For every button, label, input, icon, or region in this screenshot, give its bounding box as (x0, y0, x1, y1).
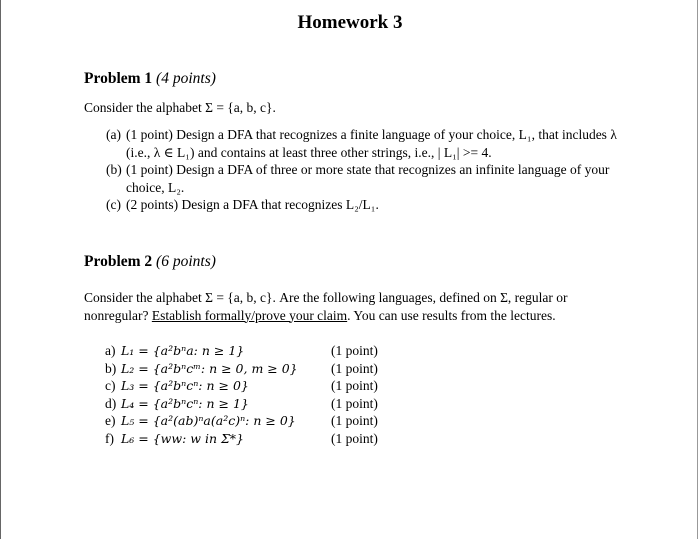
item-points: (1 point) (331, 360, 378, 376)
list-item (105, 342, 411, 360)
item-label: (a) (106, 127, 121, 142)
item-label: a) (105, 343, 116, 358)
problem-2-heading (84, 253, 216, 271)
problem-1-heading (84, 70, 216, 88)
problem-1-title: Problem 1 (84, 70, 153, 87)
language-definition: L₅ = {a²(ab)ⁿa(a²c)ⁿ: n ≥ 0} (121, 413, 296, 428)
language-definition: L₄ = {a²bⁿcⁿ: n ≥ 1} (121, 395, 249, 411)
intro-underlined-text: Establish formally/prove your claim (151, 307, 348, 323)
item-label: b) (105, 360, 117, 376)
problem-1-item-c (106, 196, 636, 214)
problem-1-item-b (106, 161, 636, 196)
language-definition: L₆ = {ww: w in Σ*} (121, 430, 245, 446)
intro-text: Consider the alphabet Σ = {a, b, c}. Are the following languages, defined on Σ, regular or nonregular? (84, 290, 568, 323)
item-text: (1 point) Design a DFA that recognizes a finite language of your choice, L₁, that includes λ (i.e., λ ∈ L₁) and contains at least three other strings, i.e., | L₁| >= 4. (126, 127, 617, 160)
item-label: (c) (106, 197, 121, 212)
problem-1-items (106, 126, 636, 214)
problem-2-points: (6 points) (156, 253, 216, 270)
page-title: Homework 3 (297, 12, 403, 33)
problem-2-list (105, 342, 411, 447)
problem-2-intro (84, 289, 604, 324)
problem-1-item-a (106, 126, 636, 161)
problem-2-title: Problem 2 (84, 253, 153, 270)
list-item (105, 430, 411, 448)
item-points: (1 point) (331, 378, 378, 393)
item-label: d) (105, 395, 117, 411)
list-item (105, 360, 411, 378)
item-label: e) (105, 413, 116, 428)
item-points: (1 point) (331, 395, 378, 411)
list-item (105, 412, 411, 430)
language-definition: L₂ = {a²bⁿcᵐ: n ≥ 0, m ≥ 0} (121, 360, 298, 376)
problem-1-intro: Consider the alphabet Σ = {a, b, c}. (84, 100, 276, 115)
item-text: (1 point) Design a DFA of three or more state that recognizes an infinite language of your choice, L₂. (126, 162, 610, 195)
list-item (105, 395, 411, 413)
item-points: (1 point) (331, 413, 378, 428)
intro-text-end: . You can use results from the lectures. (347, 307, 556, 323)
item-points: (1 point) (331, 430, 378, 446)
item-text: (2 points) Design a DFA that recognizes L₂/L₁. (126, 197, 379, 212)
item-label: c) (105, 378, 116, 393)
page-border-left (0, 0, 1, 539)
language-definition: L₃ = {a²bⁿcⁿ: n ≥ 0} (121, 378, 249, 393)
item-label: f) (105, 430, 114, 446)
item-label: (b) (106, 162, 122, 177)
language-definition: L₁ = {a²bⁿa: n ≥ 1} (121, 343, 245, 358)
list-item (105, 377, 411, 395)
problem-1-points: (4 points) (156, 70, 216, 87)
page-border-right (697, 0, 698, 539)
item-points: (1 point) (331, 343, 378, 358)
